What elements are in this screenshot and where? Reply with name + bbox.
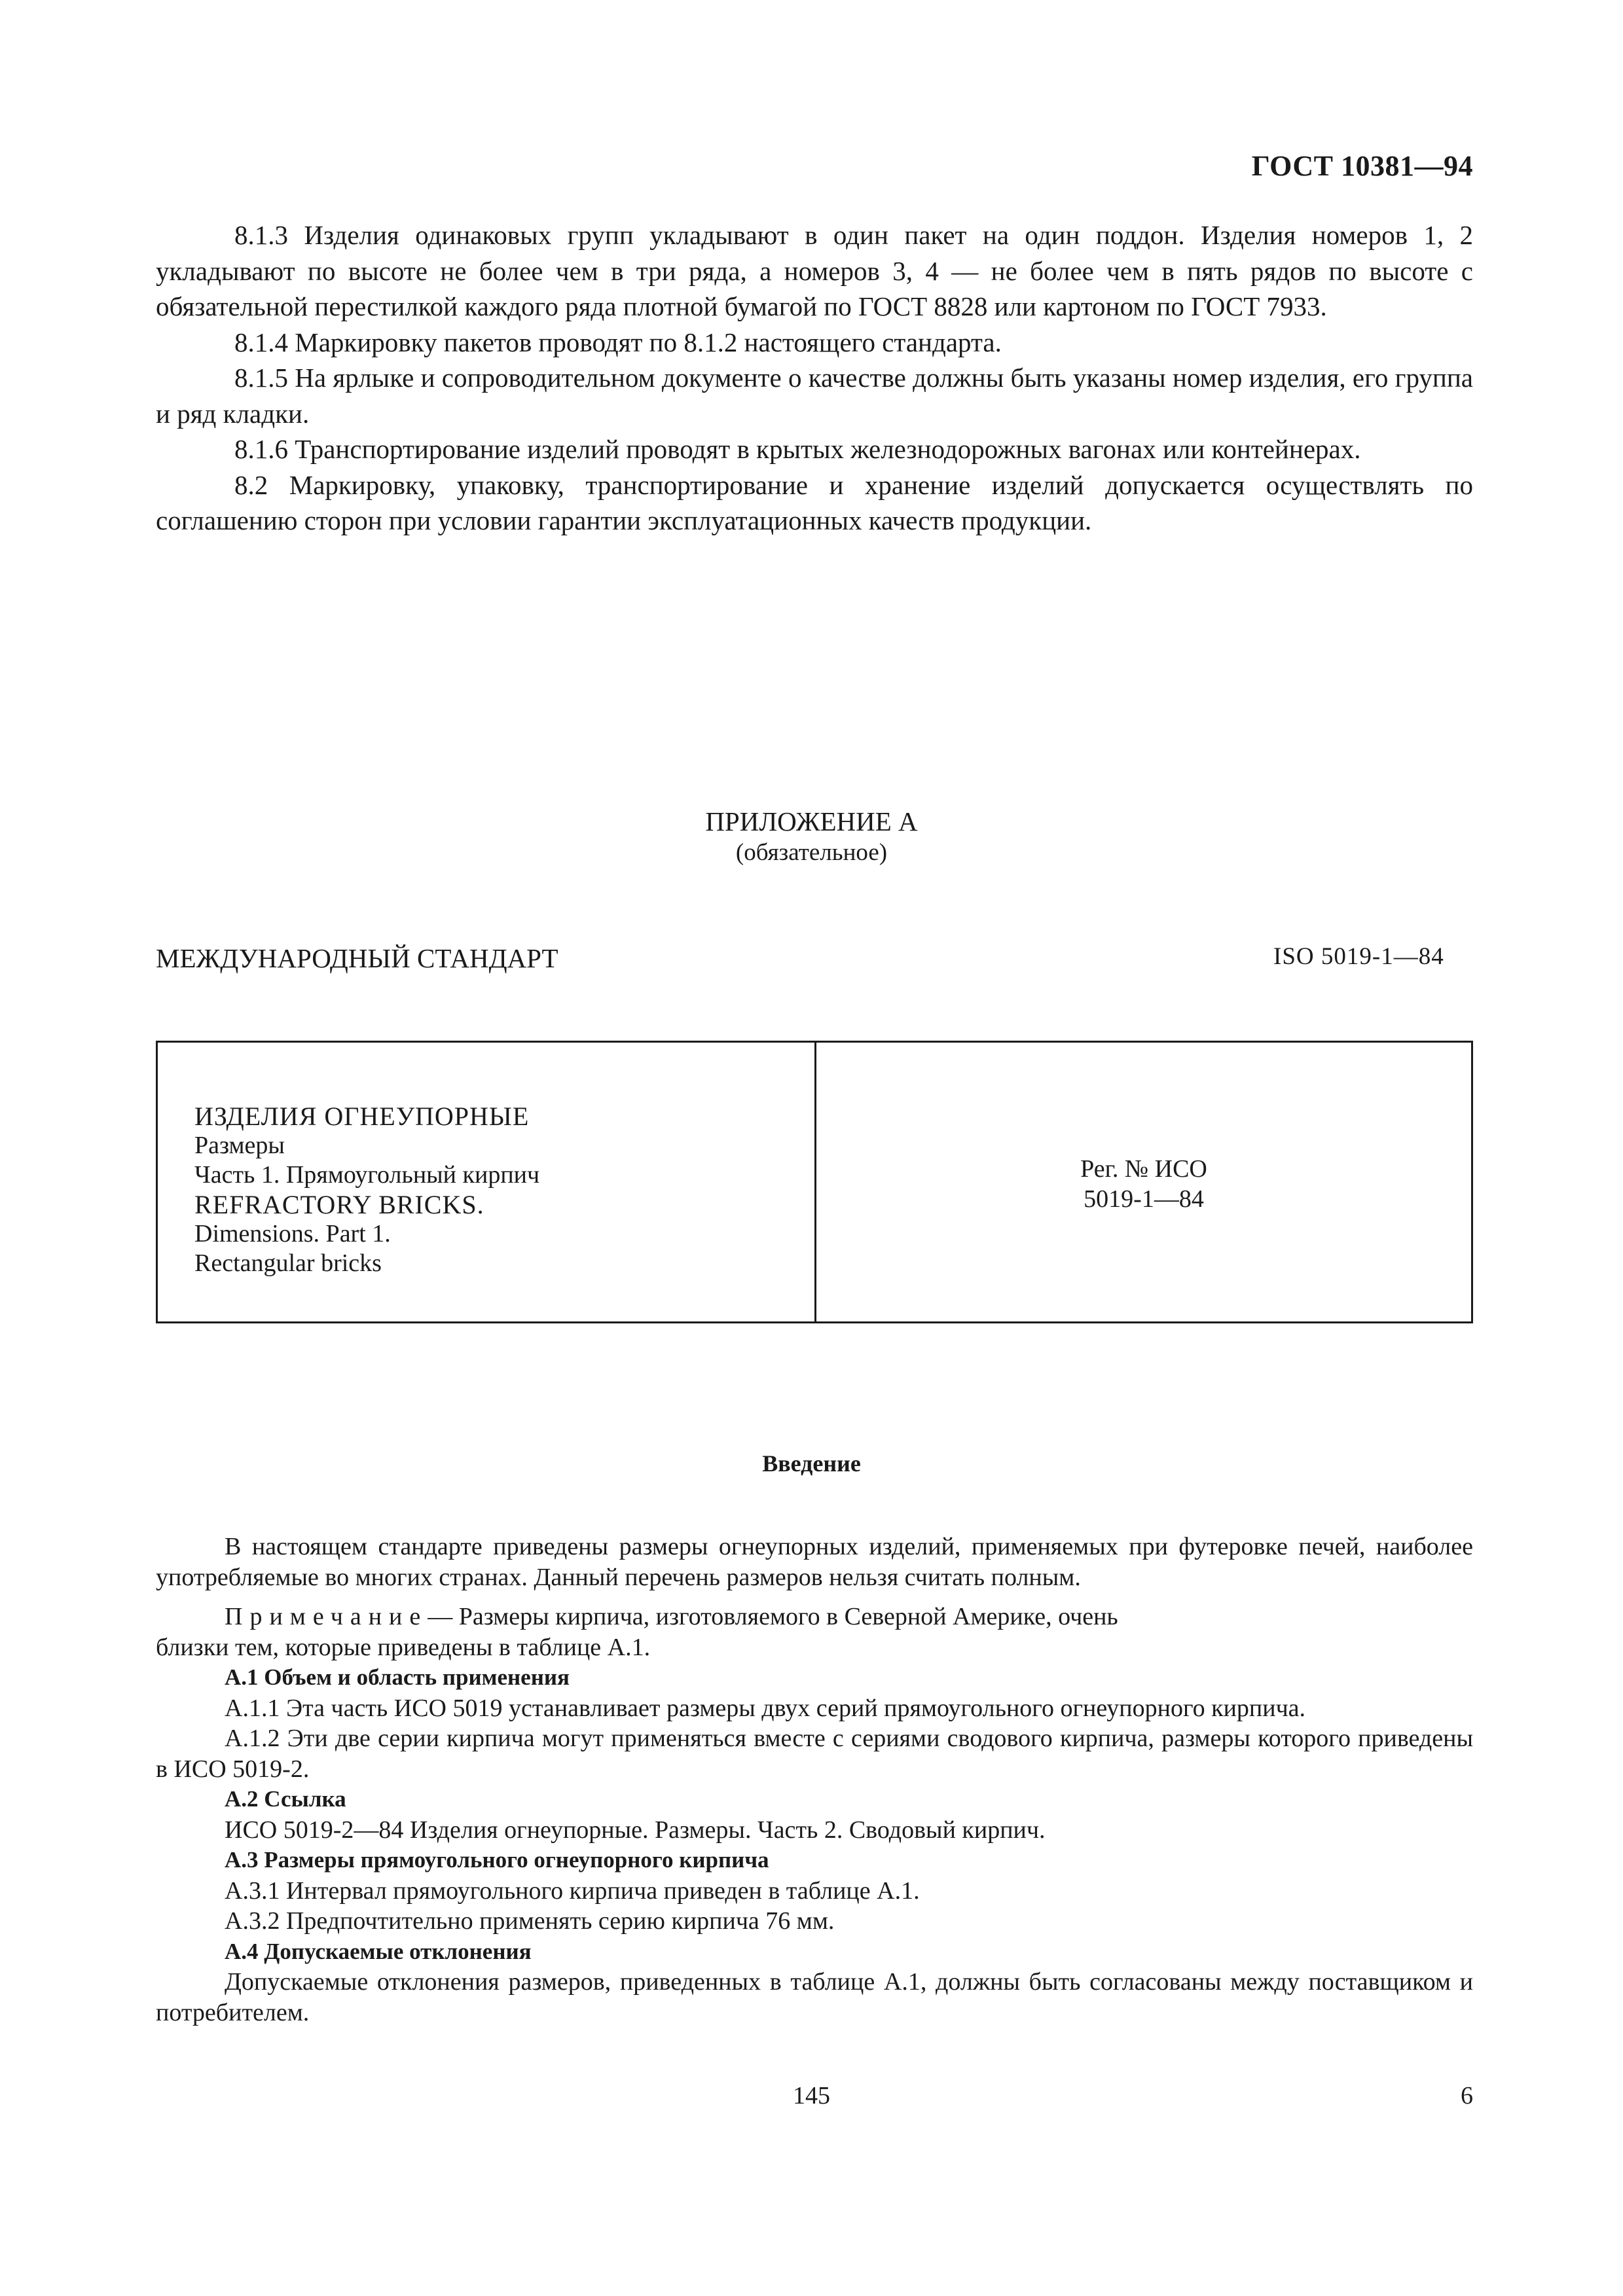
note-line-2: близки тем, которые приведены в таблице А.1. bbox=[156, 1633, 651, 1661]
annex-title: ПРИЛОЖЕНИЕ А bbox=[705, 806, 918, 836]
paragraph-8-1-6: 8.1.6 Транспортирование изделий проводят в крытых железнодорожных вагонах или контейнерах. bbox=[234, 434, 1361, 464]
section-a4-heading: А.4 Допускаемые отклонения bbox=[225, 1938, 532, 1964]
registration-number: 5019-1—84 bbox=[1084, 1185, 1204, 1213]
section-8-text bbox=[156, 217, 1473, 539]
title-line-sizes: Размеры bbox=[194, 1132, 285, 1159]
paragraph-8-1-4: 8.1.4 Маркировку пакетов проводят по 8.1.2 настоящего стандарта. bbox=[234, 327, 1002, 357]
note-word: Примечание bbox=[225, 1603, 428, 1630]
standard-title-table bbox=[156, 1041, 1473, 1323]
annex-subtitle: (обязательное) bbox=[735, 839, 888, 866]
note-text: — Размеры кирпича, изготовляемого в Северной Америке, очень bbox=[428, 1603, 1118, 1630]
section-a3-1: А.3.1 Интервал прямоугольного кирпича приведен в таблице А.1. bbox=[225, 1876, 920, 1905]
title-line-part: Часть 1. Прямоугольный кирпич bbox=[194, 1161, 540, 1189]
section-a1-heading: А.1 Объем и область применения bbox=[225, 1664, 570, 1690]
note-line-1 bbox=[156, 1602, 1473, 1632]
annex-body bbox=[156, 1532, 1473, 2028]
intro-paragraph: В настоящем стандарте приведены размеры огнеупорных изделий, применяемых при футеровке печей, наиболее употребляемые во многих странах. Данный перечень размеров нельзя считать полным. bbox=[156, 1533, 1473, 1591]
page-number: 145 bbox=[793, 2082, 830, 2109]
registration-label: Рег. № ИСО bbox=[1080, 1155, 1207, 1183]
title-line-dimensions: Dimensions. Part 1. bbox=[194, 1220, 391, 1247]
section-a1-1: А.1.1 Эта часть ИСО 5019 устанавливает размеры двух серий прямоугольного огнеупорного кирпича. bbox=[225, 1694, 1306, 1722]
title-line-rectangular: Rectangular bricks bbox=[194, 1249, 382, 1277]
standard-title-cell bbox=[158, 1043, 816, 1321]
section-a4-text: Допускаемые отклонения размеров, приведенных в таблице А.1, должны быть согласованы между поставщиком и потребителем. bbox=[156, 1968, 1473, 2026]
section-a2-text: ИСО 5019-2—84 Изделия огнеупорные. Размеры. Часть 2. Сводовый кирпич. bbox=[225, 1816, 1046, 1844]
paragraph-8-1-3: 8.1.3 Изделия одинаковых групп укладывают в один пакет на один поддон. Изделия номеров 1, 2 укладывают по высоте не более чем в три ряда, а номеров 3, 4 — не более чем в пять рядов по высоте с обязательной перестилкой каждого ряда плотной бумагой по ГОСТ 8828 или картоном по ГОСТ 7933. bbox=[156, 220, 1473, 321]
section-a3-2: А.3.2 Предпочтительно применять серию кирпича 76 мм. bbox=[225, 1907, 835, 1935]
paragraph-8-1-5: 8.1.5 На ярлыке и сопроводительном документе о качестве должны быть указаны номер изделия, его группа и ряд кладки. bbox=[156, 363, 1473, 429]
title-line-ru: ИЗДЕЛИЯ ОГНЕУПОРНЫЕ bbox=[194, 1102, 530, 1131]
standard-code: ГОСТ 10381—94 bbox=[1251, 150, 1473, 182]
section-a3-heading: А.3 Размеры прямоугольного огнеупорного кирпича bbox=[225, 1847, 769, 1873]
iso-code: ISO 5019-1—84 bbox=[1273, 943, 1444, 970]
section-a1-2: А.1.2 Эти две серии кирпича могут применяться вместе с сериями сводового кирпича, размеры которого приведены в ИСО 5019-2. bbox=[156, 1725, 1473, 1783]
intro-heading: Введение bbox=[762, 1450, 861, 1477]
title-line-en: REFRACTORY BRICKS. bbox=[194, 1190, 484, 1219]
section-a2-heading: А.2 Ссылка bbox=[225, 1786, 346, 1812]
intl-standard-label: МЕЖДУНАРОДНЫЙ СТАНДАРТ bbox=[156, 943, 558, 973]
registration-cell bbox=[816, 1043, 1471, 1321]
paragraph-8-2: 8.2 Маркировку, упаковку, транспортирование и хранение изделий допускается осуществлять по соглашению сторон при условии гарантии эксплуатационных качеств продукции. bbox=[156, 469, 1473, 535]
sheet-number: 6 bbox=[1461, 2082, 1473, 2109]
